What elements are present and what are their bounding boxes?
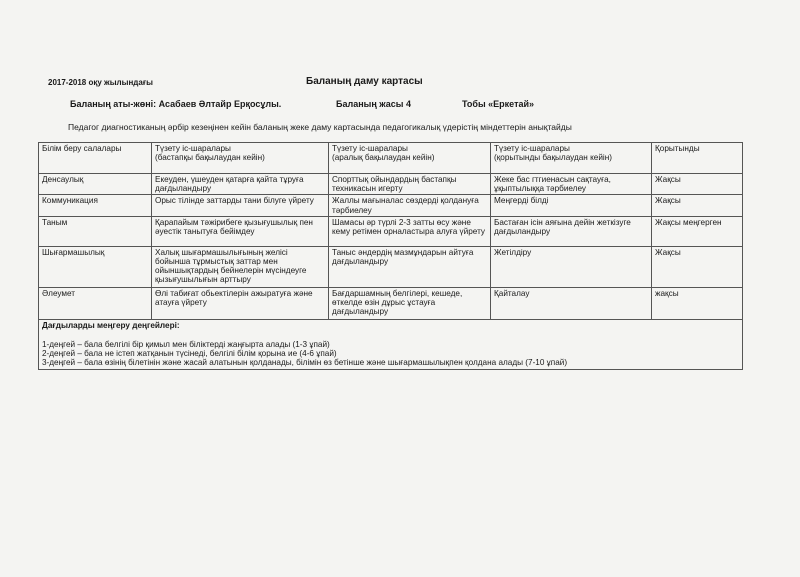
table-cell: Шамасы әр түрлі 2-3 затты өсу және кему ретімен орналастыра алуға үйрету bbox=[329, 216, 491, 246]
table-row bbox=[39, 287, 743, 319]
table-cell: Халық шығармашылығының желісі бойынша тұрмыстық заттар мен ойыншықтардың бейнелерін мүсіндеуге қызығушылығын арттыру bbox=[152, 246, 329, 287]
legend-cell bbox=[39, 319, 743, 369]
table-row bbox=[39, 195, 743, 216]
legend-row bbox=[39, 319, 743, 369]
intro-text: Педагог диагностиканың әрбір кезеңінен кейін баланың жеке даму картасында педагогикалық үдерістің міндеттерін анықтайды bbox=[68, 122, 572, 132]
table-row bbox=[39, 246, 743, 287]
table-cell: Өлі табиғат обьектілерін ажыратуға және атауға үйрету bbox=[152, 287, 329, 319]
table-row bbox=[39, 216, 743, 246]
area-cell: Таным bbox=[39, 216, 152, 246]
result-cell: жақсы bbox=[652, 287, 743, 319]
table-cell: Жетілдіру bbox=[491, 246, 652, 287]
header-intermediate: Түзету іс-шаралары (аралық бақылаудан кейін) bbox=[329, 143, 491, 174]
table-cell: Екеуден, үшеуден қатарға қайта тұруға дағдыландыру bbox=[152, 174, 329, 195]
area-cell: Денсаулық bbox=[39, 174, 152, 195]
table-cell: Орыс тілінде заттарды тани білуге үйрету bbox=[152, 195, 329, 216]
header-area: Білім беру салалары bbox=[39, 143, 152, 174]
area-cell: Коммуникация bbox=[39, 195, 152, 216]
legend-level-2: 2-деңгей – бала не істеп жатқанын түсінеді, белгілі білім қорына ие (4-6 ұпай) bbox=[42, 349, 337, 359]
header-final: Түзету іс-шаралары (қорытынды бақылаудан кейін) bbox=[491, 143, 652, 174]
table-cell: Меңгерді білді bbox=[491, 195, 652, 216]
area-cell: Шығармашылық bbox=[39, 246, 152, 287]
table-header-row bbox=[39, 143, 743, 174]
result-cell: Жақсы bbox=[652, 246, 743, 287]
child-age: Баланың жасы 4 bbox=[336, 99, 411, 109]
table-cell: Қарапайым тәжірибеге қызығушылық пен әуестік танытуға бейімдеу bbox=[152, 216, 329, 246]
area-cell: Әлеумет bbox=[39, 287, 152, 319]
header-result: Қорытынды bbox=[652, 143, 743, 174]
header-initial: Түзету іс-шаралары (бастапқы бақылаудан кейін) bbox=[152, 143, 329, 174]
table-cell: Бастаған ісін аяғына дейін жеткізуге дағдыландыру bbox=[491, 216, 652, 246]
table-cell: Таныс әндердің мазмұндарын айтуға дағдыландыру bbox=[329, 246, 491, 287]
child-name: Баланың аты-жөні: Асабаев Әлтайр Ерқосұлы. bbox=[70, 99, 282, 109]
table-row bbox=[39, 174, 743, 195]
result-cell: Жақсы bbox=[652, 195, 743, 216]
legend-title: Дағдыларды меңгеру деңгейлері: bbox=[42, 320, 180, 330]
table-cell: Жеке бас гтгиенасын сақтауға, ұқыптылыққа тәрбиелеу bbox=[491, 174, 652, 195]
table-cell: Бағдаршамның белгілері, кешеде, өткелде өзін дұрыс ұстауға дағдыландыру bbox=[329, 287, 491, 319]
legend-level-3: 3-деңгей – бала өзінің білетінін және жасай алатынын қолданады, білімін өз бетінше және шығармашылықпен қолдана алады (7-10 ұпай) bbox=[42, 358, 568, 368]
child-group: Тобы «Еркетай» bbox=[462, 99, 535, 109]
table-cell: Жаллы мағыналас сөздерді қолдануға тәрбиелеу bbox=[329, 195, 491, 216]
academic-year: 2017-2018 оқу жылындағы bbox=[48, 78, 153, 87]
result-cell: Жақсы bbox=[652, 174, 743, 195]
table-cell: Спорттық ойындардың бастапқы техникасын игерту bbox=[329, 174, 491, 195]
development-table bbox=[38, 142, 743, 370]
legend-level-1: 1-деңгей – бала белгілі бір қимыл мен біліктерді жаңғырта алады (1-3 ұпай) bbox=[42, 339, 330, 349]
table-cell: Қайталау bbox=[491, 287, 652, 319]
result-cell: Жақсы меңгерген bbox=[652, 216, 743, 246]
page-title: Баланың даму картасы bbox=[306, 76, 423, 87]
